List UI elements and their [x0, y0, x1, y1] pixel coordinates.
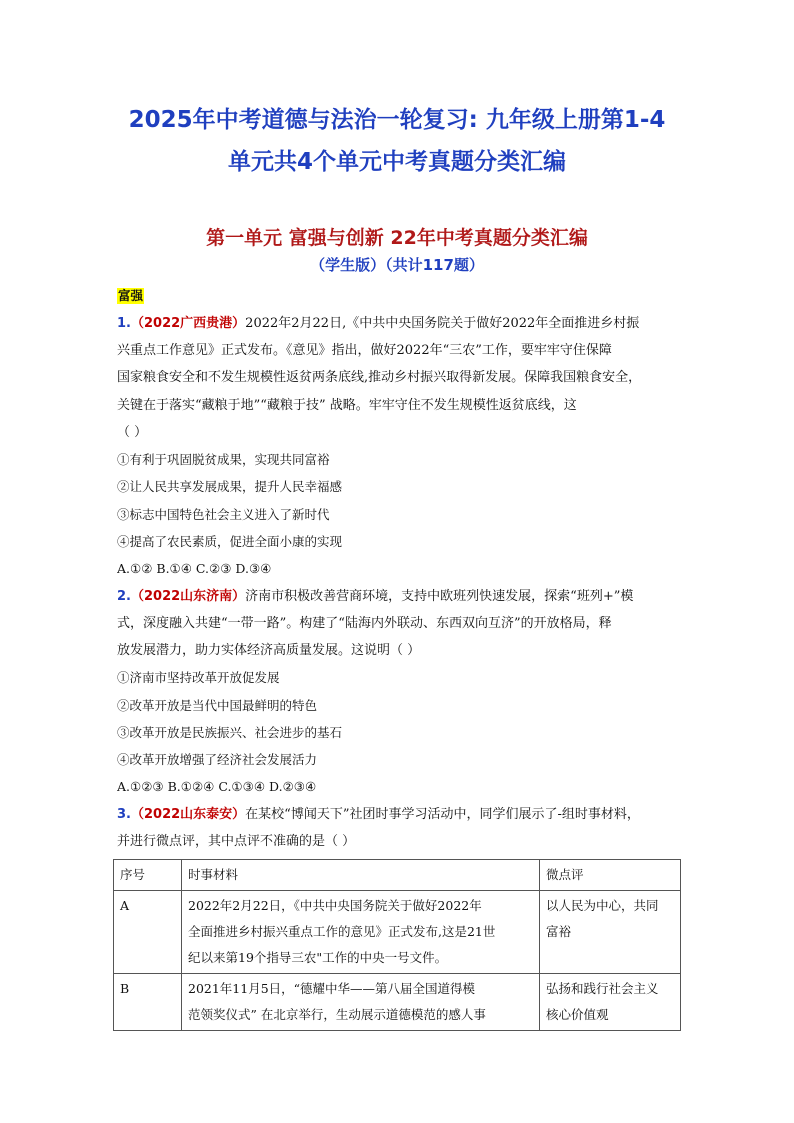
question-1-text: 2022年2月22日,《中共中央国务院关于做好2022年全面推进乡村振	[245, 316, 640, 331]
table-header-cell: 时事材料	[182, 860, 540, 891]
unit-subtitle: （学生版）（共计117题）	[310, 256, 484, 274]
table-header-cell: 微点评	[540, 860, 681, 891]
question-3-source: （2022山东泰安）	[130, 807, 246, 822]
table-row	[114, 974, 681, 1031]
question-1-option-1: ①有利于巩固脱贫成果，实现共同富裕	[117, 452, 330, 467]
question-1-blank: （ ）	[117, 425, 148, 440]
document-title-line-1: 2025年中考道德与法治一轮复习: 九年级上册第1-4	[128, 107, 666, 133]
question-2-text: 济南市积极改善营商环境，支持中欧班列快速发展，探索“班列+”模	[245, 589, 634, 604]
material-line: 2021年11月5日，“德耀中华——第八届全国道得模	[188, 981, 476, 996]
comment-line: 以人民为中心，共同	[546, 898, 659, 913]
question-2-number: 2.	[117, 589, 131, 604]
question-1-option-4: ④提高了农民素质，促进全面小康的实现	[117, 534, 343, 549]
table-cell-material	[182, 974, 540, 1031]
question-1-option-3: ③标志中国特色社会主义进入了新时代	[117, 507, 330, 522]
question-2-option-3: ③改革开放是民族振兴、社会进步的基石	[117, 725, 343, 740]
table-header-cell: 序号	[114, 860, 182, 891]
question-2-line-2: 式，深度融入共建“一带一路”。构建了“陆海内外联动、东西双向互济”的开放格局，释	[117, 616, 612, 631]
question-3-line-2: 并进行微点评，其中点评不准确的是（ ）	[117, 834, 356, 849]
question-2-option-4: ④改革开放增强了经济社会发展活力	[117, 752, 318, 767]
question-3-text: 在某校“博闻天下”社团时事学习活动中，同学们展示了-组时事材料，	[245, 807, 640, 822]
table-cell-id: B	[114, 974, 182, 1031]
table-cell-comment	[540, 974, 681, 1031]
table-row	[114, 891, 681, 974]
document-title-line-2: 单元共4个单元中考真题分类汇编	[227, 149, 566, 175]
table-header-row	[114, 860, 681, 891]
unit-title: 第一单元 富强与创新 22年中考真题分类汇编	[206, 227, 588, 249]
question-1-source: （2022广西贵港）	[130, 316, 246, 331]
question-2-line-1	[117, 588, 685, 606]
table-cell-material	[182, 891, 540, 974]
table-cell-comment	[540, 891, 681, 974]
comment-line: 弘扬和践行社会主义	[546, 981, 659, 996]
material-line: 范领奖仪式” 在北京举行，生动展示道德模范的感人事	[188, 1007, 486, 1022]
comment-line: 核心价值观	[546, 1007, 609, 1022]
question-2-option-1: ①济南市坚持改革开放促发展	[117, 670, 280, 685]
document-title	[60, 99, 734, 183]
table-cell-id: A	[114, 891, 182, 974]
question-3-number: 3.	[117, 807, 131, 822]
question-3-line-1	[117, 806, 685, 824]
question-1-line-3: 国家粮食安全和不发生规模性返贫两条底线,推动乡村振兴取得新发展。保障我国粮食安全，	[117, 370, 642, 385]
material-line: 全面推进乡村振兴重点工作的意见》正式发布,这是21世	[188, 924, 496, 939]
question-2-line-3: 放发展潜力，助力实体经济高质量发展。这说明（ ）	[117, 643, 421, 658]
question-2-choices: A.①②③ B.①②④ C.①③④ D.②③④	[117, 779, 317, 794]
question-1-choices: A.①② B.①④ C.②③ D.③④	[117, 561, 272, 576]
question-2-source: （2022山东济南）	[130, 589, 246, 604]
question-1-number: 1.	[117, 316, 131, 331]
comment-line: 富裕	[546, 924, 572, 939]
question-3-table	[113, 859, 681, 1031]
question-1-line-4: 关键在于落实“藏粮于地”“藏粮于技” 战略。牢牢守住不发生规模性返贫底线，这	[117, 398, 577, 413]
material-line: 纪以来第19个指导三农"工作的中央一号文件。	[188, 950, 448, 965]
material-line: 2022年2月22日，《中共中央国务院关于做好2022年	[188, 898, 482, 913]
question-1-line-1	[117, 315, 685, 333]
question-1-line-2: 兴重点工作意见》正式发布。《意见》指出，做好2022年“三农”工作，要牢牢守住保障	[117, 343, 612, 358]
question-1-option-2: ②让人民共享发展成果，提升人民幸福感	[117, 479, 343, 494]
question-2-option-2: ②改革开放是当代中国最鲜明的特色	[117, 698, 318, 713]
section-tag: 富强	[118, 288, 144, 303]
